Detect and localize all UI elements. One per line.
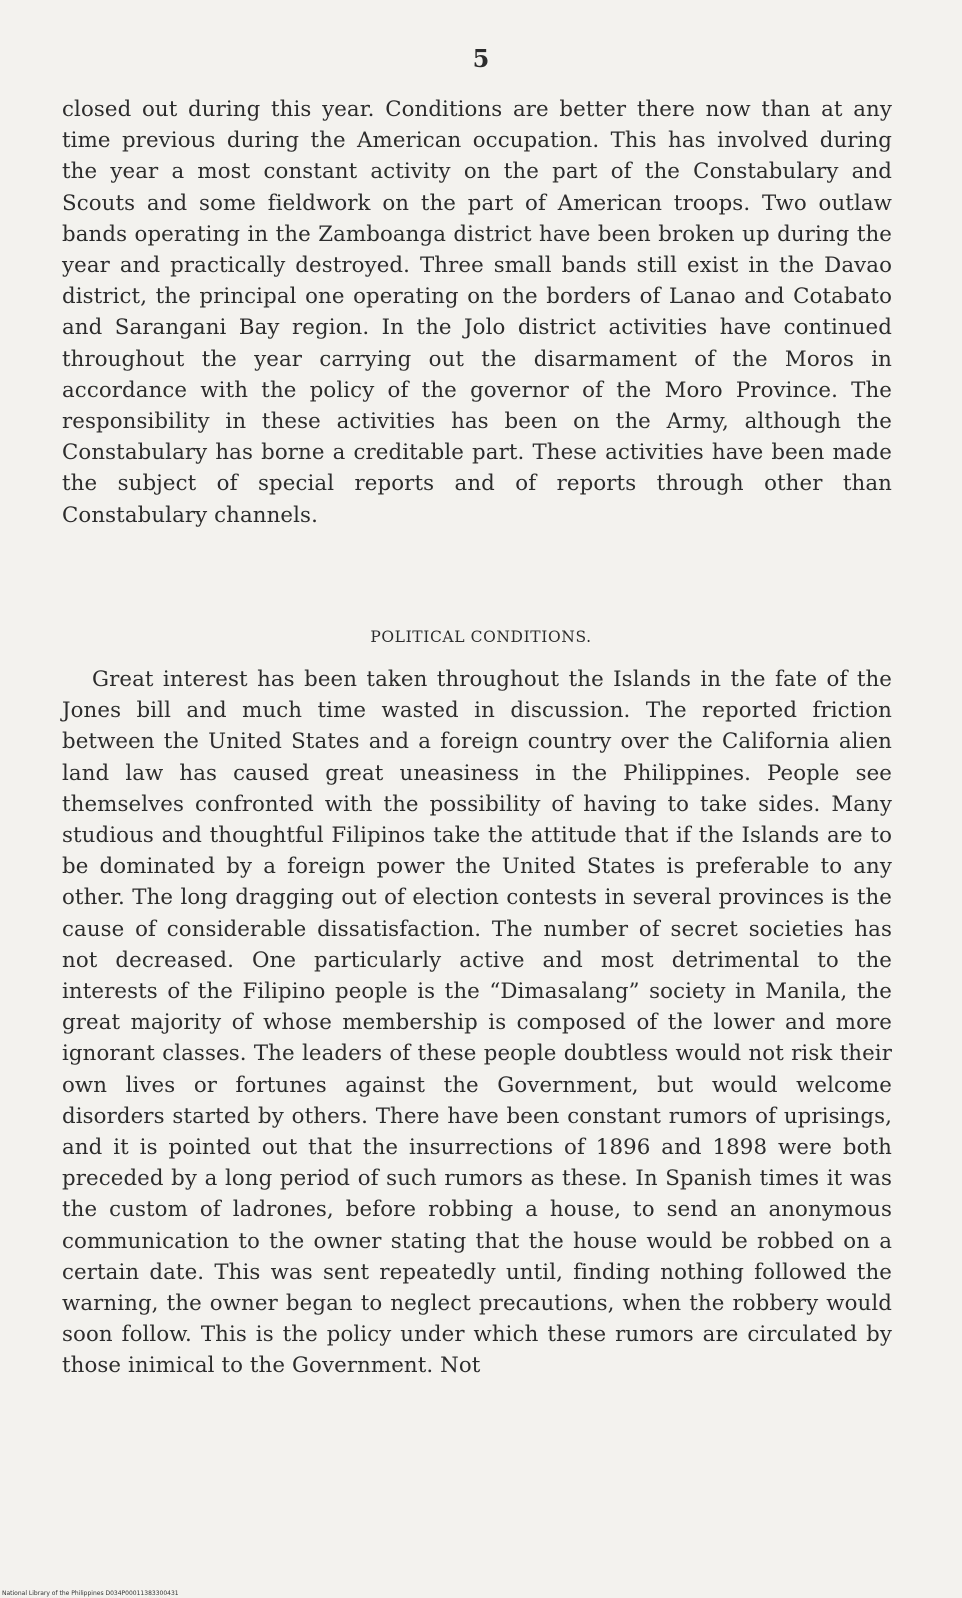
- archive-footer: National Library of the Philippines D034P00011383300431: [2, 1590, 179, 1597]
- page-number: 5: [472, 44, 490, 73]
- paragraph-body-1: closed out during this year. Conditions are better there now than at any time previous during the American occupation. This has involved during the year a most constant activity on the part of the Constabulary and Scouts and some fieldwork on the part of American troops. Two outlaw bands operating in the Zamboanga district have been broken up during the year and practically destroyed. Three small bands still exist in the Davao district, the principal one operating on the borders of Lanao and Cotabato and Sarangani Bay region. In the Jolo district activities have continued throughout the year carrying out the disarmament of the Moros in accordance with the policy of the governor of the Moro Province. The responsibility in these activities has been on the Army, although the Constabulary has borne a creditable part. These activities have been made the subject of special reports and of reports through other than Constabulary channels.: [62, 97, 892, 528]
- section-heading: POLITICAL CONDITIONS.: [370, 628, 592, 646]
- paragraph-body-2: Great interest has been taken throughout the Islands in the fate of the Jones bill and much time wasted in discussion. The reported friction between the United States and a foreign country over the California alien land law has caused great uneasiness in the Philippines. People see themselves confronted with the possibility of having to take sides. Many studious and thoughtful Filipinos take the attitude that if the Islands are to be dominated by a foreign power the United States is preferable to any other. The long dragging out of election contests in several provinces is the cause of considerable dissatisfaction. The number of secret societies has not decreased. One particularly active and most detrimental to the interests of the Filipino people is the “Dimasalang” society in Manila, the great majority of whose membership is composed of the lower and more ignorant classes. The leaders of these people doubtless would not risk their own lives or fortunes against the Government, but would welcome disorders started by others. There have been constant rumors of uprisings, and it is pointed out that the insurrections of 1896 and 1898 were both preceded by a long period of such rumors as these. In Spanish times it was the custom of ladrones, before robbing a house, to send an anonymous communication to the owner stating that the house would be robbed on a certain date. This was sent repeatedly until, finding nothing followed the warning, the owner began to neglect precautions, when the robbery would soon follow. This is the policy under which these rumors are circulated by those inimical to the Government. Not: [62, 667, 892, 1379]
